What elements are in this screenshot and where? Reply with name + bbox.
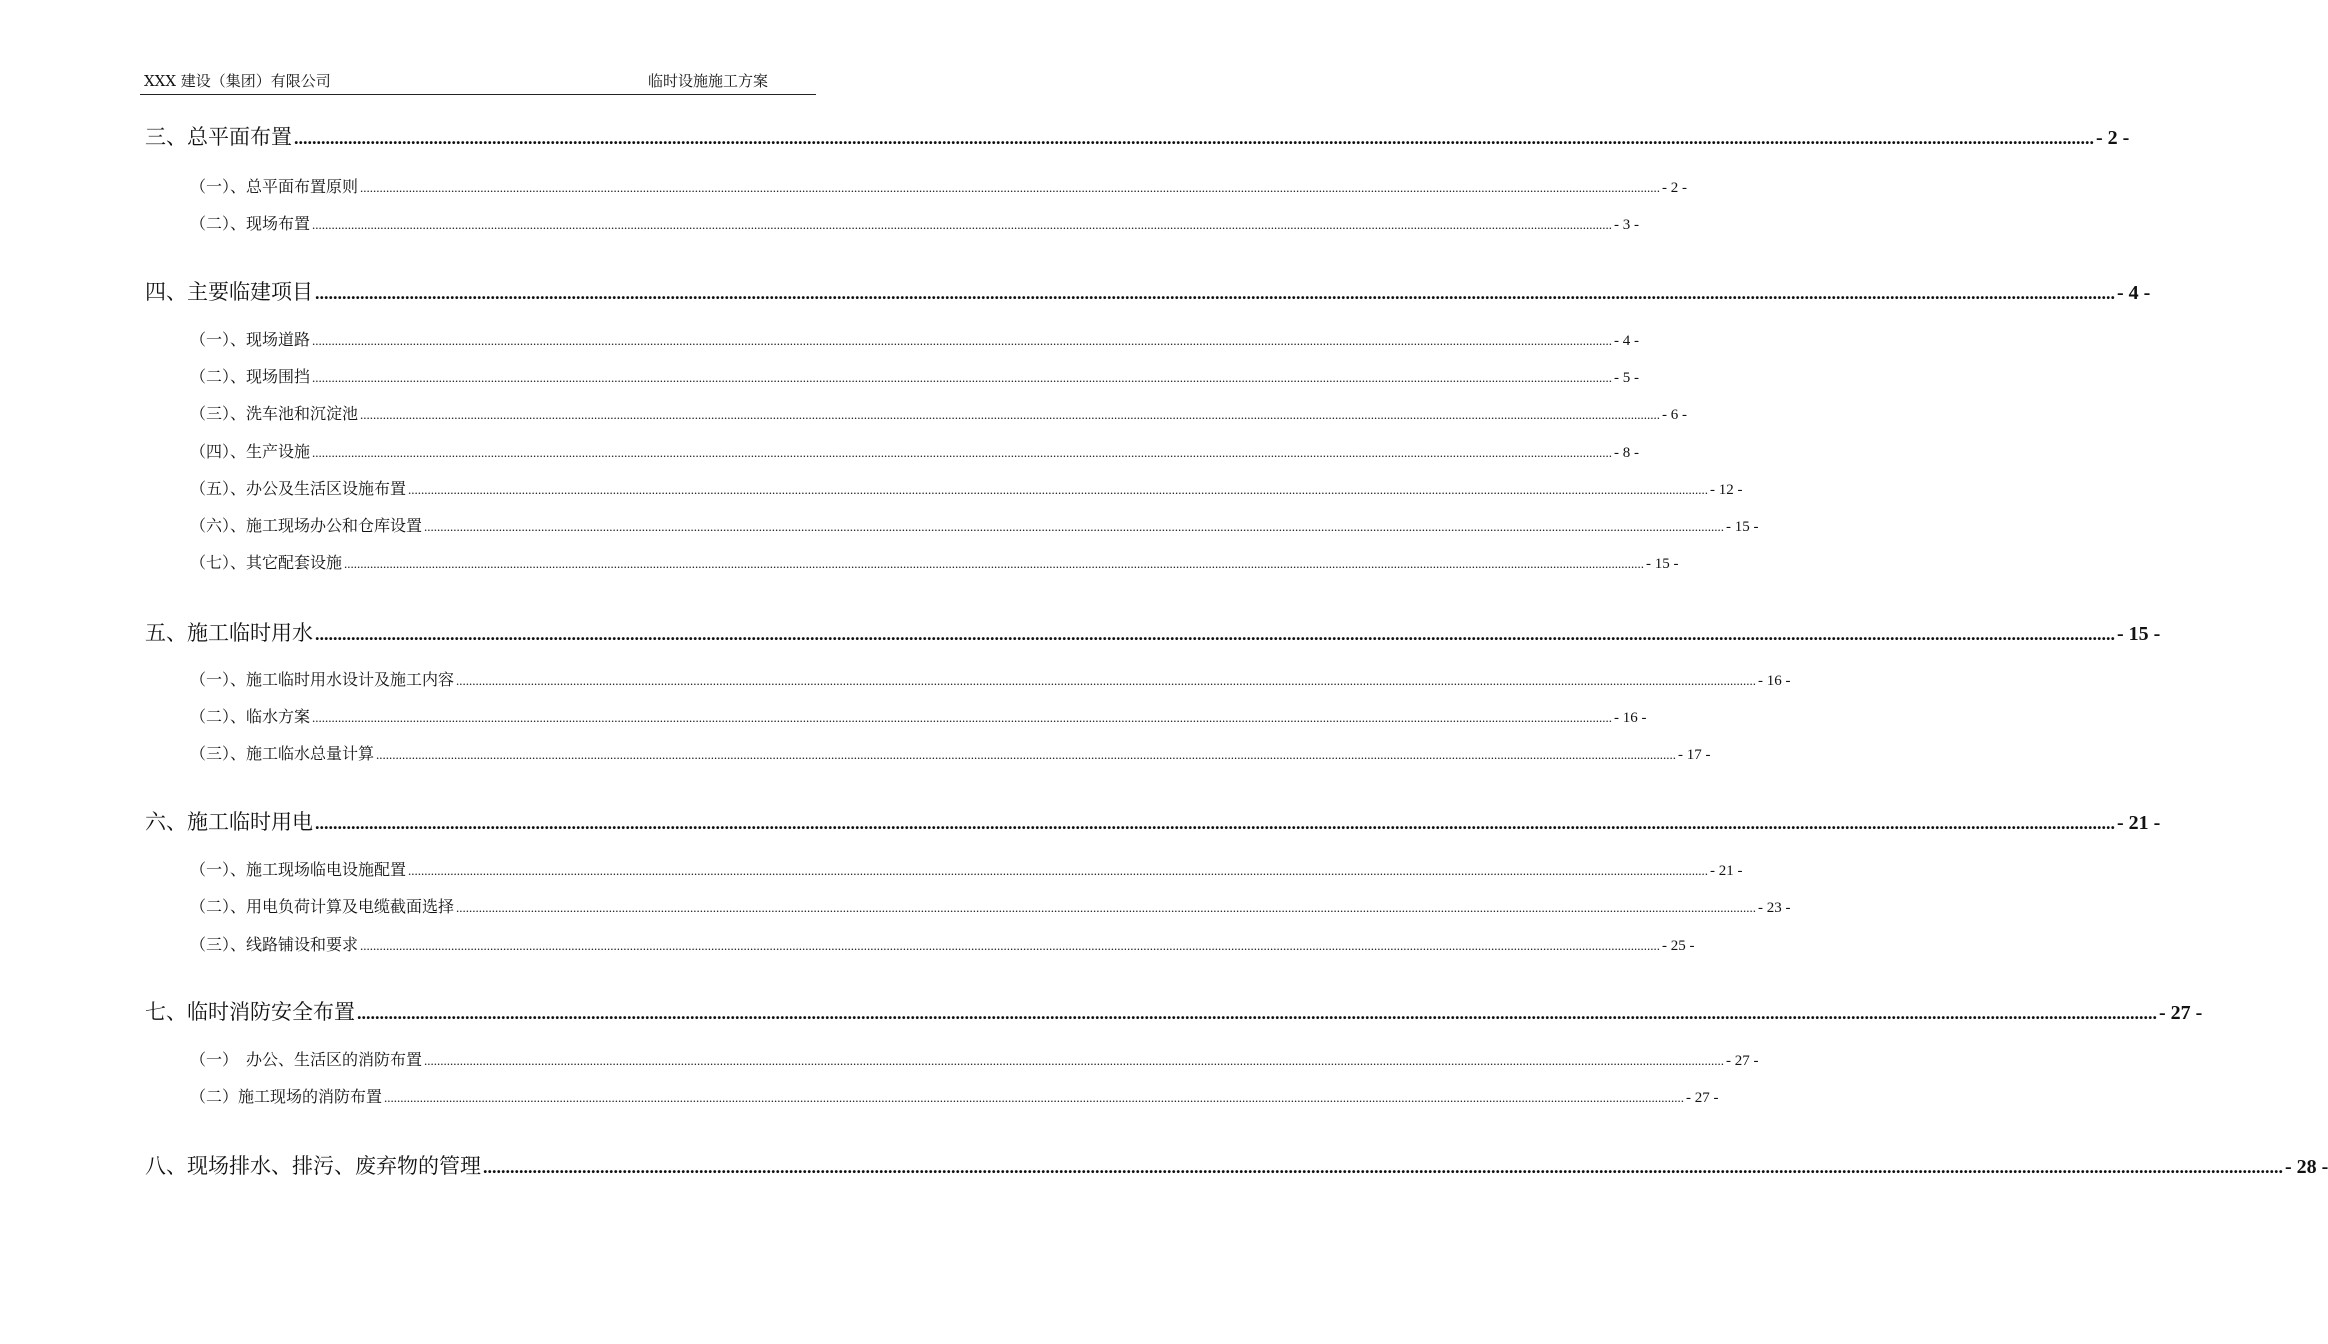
toc-section-title: 三、总平面布置 xyxy=(145,125,292,149)
document-title: 临时设施施工方案 xyxy=(647,72,768,90)
toc-subsection-title: （三）、洗车池和沉淀池 xyxy=(190,404,359,423)
toc-subsection-title: （一）、施工临时用水设计及施工内容 xyxy=(190,670,455,689)
toc-section-title: 四、主要临建项目 xyxy=(145,280,313,304)
toc-dot-leader: ................................................................................................................................................................................................................................................................................................................................................................................................................ xyxy=(424,1053,1725,1068)
toc-subsection-title: （二）、用电负荷计算及电缆截面选择 xyxy=(190,897,455,916)
page-header xyxy=(140,68,816,95)
toc-subsection-title: （一）、施工现场临电设施配置 xyxy=(190,860,407,879)
toc-page-number: - 27 - xyxy=(2159,1002,2203,1024)
toc-subsection-entry[interactable] xyxy=(190,364,1640,387)
toc-subsection-title: （三）、线路铺设和要求 xyxy=(190,935,359,954)
toc-dot-leader: ................................................................................................................................................................................................................................................................................................................................................................................................................ xyxy=(408,863,1709,878)
toc-subsection-entry[interactable] xyxy=(190,704,1647,727)
toc-page-number: - 27 - xyxy=(1726,1053,1759,1069)
toc-subsection-entry[interactable] xyxy=(190,857,1743,880)
toc-subsection-title: （五）、办公及生活区设施布置 xyxy=(190,479,407,498)
toc-page-number: - 21 - xyxy=(2117,812,2161,834)
toc-subsection-entry[interactable] xyxy=(190,741,1711,764)
toc-section-title: 八、现场排水、排污、废弃物的管理 xyxy=(145,1154,481,1178)
toc-dot-leader: ................................................................................................................................................................................................................................................................................................................................................................................................................ xyxy=(408,482,1709,497)
toc-page-number: - 17 - xyxy=(1678,747,1711,763)
toc-page-number: - 21 - xyxy=(1710,863,1743,879)
toc-dot-leader: ................................................................................................................................................................................................................................................................................................................................................................................................................ xyxy=(456,900,1757,915)
toc-dot-leader: ................................................................................................................................................................................................................................................................................................................................................................................................................ xyxy=(357,1003,2157,1023)
toc-dot-leader: ................................................................................................................................................................................................................................................................................................................................................................................................................ xyxy=(360,180,1661,195)
toc-subsection-entry[interactable] xyxy=(190,1047,1759,1070)
toc-dot-leader: ................................................................................................................................................................................................................................................................................................................................................................................................................ xyxy=(312,370,1613,385)
toc-section-title: 六、施工临时用电 xyxy=(145,810,313,834)
toc-subsection-entry[interactable] xyxy=(190,211,1640,234)
toc-page-number: - 5 - xyxy=(1614,370,1640,386)
toc-dot-leader: ................................................................................................................................................................................................................................................................................................................................................................................................................ xyxy=(312,710,1613,725)
toc-subsection-title: （一） 办公、生活区的消防布置 xyxy=(190,1050,423,1069)
toc-subsection-title: （三）、施工临水总量计算 xyxy=(190,744,375,763)
toc-dot-leader: ................................................................................................................................................................................................................................................................................................................................................................................................................ xyxy=(424,519,1725,534)
toc-dot-leader: ................................................................................................................................................................................................................................................................................................................................................................................................................ xyxy=(312,333,1613,348)
toc-page-number: - 16 - xyxy=(1758,673,1791,689)
toc-page-number: - 15 - xyxy=(2117,623,2161,645)
company-name: XXX 建设（集团）有限公司 xyxy=(144,72,331,90)
toc-dot-leader: ................................................................................................................................................................................................................................................................................................................................................................................................................ xyxy=(344,556,1645,571)
toc-page-number: - 16 - xyxy=(1614,710,1647,726)
toc-subsection-title: （四）、生产设施 xyxy=(190,442,311,461)
toc-subsection-entry[interactable] xyxy=(190,174,1688,197)
toc-section-entry[interactable] xyxy=(145,276,2151,306)
toc-subsection-title: （七）、其它配套设施 xyxy=(190,553,343,572)
toc-section-entry[interactable] xyxy=(145,1150,2328,1180)
toc-page-number: - 23 - xyxy=(1758,900,1791,916)
toc-page-number: - 25 - xyxy=(1662,938,1695,954)
toc-subsection-entry[interactable] xyxy=(190,513,1759,536)
toc-dot-leader: ................................................................................................................................................................................................................................................................................................................................................................................................................ xyxy=(312,445,1613,460)
toc-section-entry[interactable] xyxy=(145,121,2130,151)
toc-page-number: - 2 - xyxy=(2096,127,2130,149)
toc-dot-leader: ................................................................................................................................................................................................................................................................................................................................................................................................................ xyxy=(456,673,1757,688)
toc-subsection-entry[interactable] xyxy=(190,476,1743,499)
toc-subsection-title: （一）、现场道路 xyxy=(190,330,311,349)
toc-subsection-entry[interactable] xyxy=(190,894,1791,917)
toc-subsection-entry[interactable] xyxy=(190,401,1688,424)
toc-subsection-entry[interactable] xyxy=(190,667,1791,690)
toc-dot-leader: ................................................................................................................................................................................................................................................................................................................................................................................................................ xyxy=(384,1090,1685,1105)
toc-page-number: - 15 - xyxy=(1726,519,1759,535)
toc-subsection-title: （二）施工现场的消防布置 xyxy=(190,1087,383,1106)
toc-page-number: - 15 - xyxy=(1646,556,1679,572)
toc-dot-leader: ................................................................................................................................................................................................................................................................................................................................................................................................................ xyxy=(315,624,2115,644)
toc-dot-leader: ................................................................................................................................................................................................................................................................................................................................................................................................................ xyxy=(360,407,1661,422)
toc-subsection-title: （一）、总平面布置原则 xyxy=(190,177,359,196)
toc-dot-leader: ................................................................................................................................................................................................................................................................................................................................................................................................................ xyxy=(483,1157,2283,1177)
toc-page-number: - 2 - xyxy=(1662,180,1688,196)
toc-page-number: - 28 - xyxy=(2285,1156,2328,1178)
toc-section-entry[interactable] xyxy=(145,806,2161,836)
toc-section-entry[interactable] xyxy=(145,617,2161,647)
toc-dot-leader: ................................................................................................................................................................................................................................................................................................................................................................................................................ xyxy=(360,938,1661,953)
toc-subsection-entry[interactable] xyxy=(190,1084,1719,1107)
toc-subsection-entry[interactable] xyxy=(190,550,1679,573)
toc-subsection-title: （二）、现场围挡 xyxy=(190,367,311,386)
toc-subsection-title: （二）、现场布置 xyxy=(190,214,311,233)
toc-section-entry[interactable] xyxy=(145,996,2203,1026)
toc-subsection-entry[interactable] xyxy=(190,327,1640,350)
toc-subsection-title: （二）、临水方案 xyxy=(190,707,311,726)
toc-dot-leader: ................................................................................................................................................................................................................................................................................................................................................................................................................ xyxy=(315,283,2115,303)
toc-page-number: - 12 - xyxy=(1710,482,1743,498)
toc-section-title: 七、临时消防安全布置 xyxy=(145,1000,355,1024)
toc-subsection-entry[interactable] xyxy=(190,439,1640,462)
toc-subsection-title: （六）、施工现场办公和仓库设置 xyxy=(190,516,423,535)
toc-dot-leader: ................................................................................................................................................................................................................................................................................................................................................................................................................ xyxy=(294,128,2094,148)
toc-section-title: 五、施工临时用水 xyxy=(145,621,313,645)
toc-page-number: - 4 - xyxy=(1614,333,1640,349)
toc-page-number: - 27 - xyxy=(1686,1090,1719,1106)
toc-dot-leader: ................................................................................................................................................................................................................................................................................................................................................................................................................ xyxy=(315,813,2115,833)
toc-dot-leader: ................................................................................................................................................................................................................................................................................................................................................................................................................ xyxy=(312,217,1613,232)
toc-page-number: - 3 - xyxy=(1614,217,1640,233)
toc-page-number: - 4 - xyxy=(2117,282,2151,304)
toc-dot-leader: ................................................................................................................................................................................................................................................................................................................................................................................................................ xyxy=(376,747,1677,762)
toc-page-number: - 8 - xyxy=(1614,445,1640,461)
toc-page-number: - 6 - xyxy=(1662,407,1688,423)
toc-subsection-entry[interactable] xyxy=(190,932,1695,955)
